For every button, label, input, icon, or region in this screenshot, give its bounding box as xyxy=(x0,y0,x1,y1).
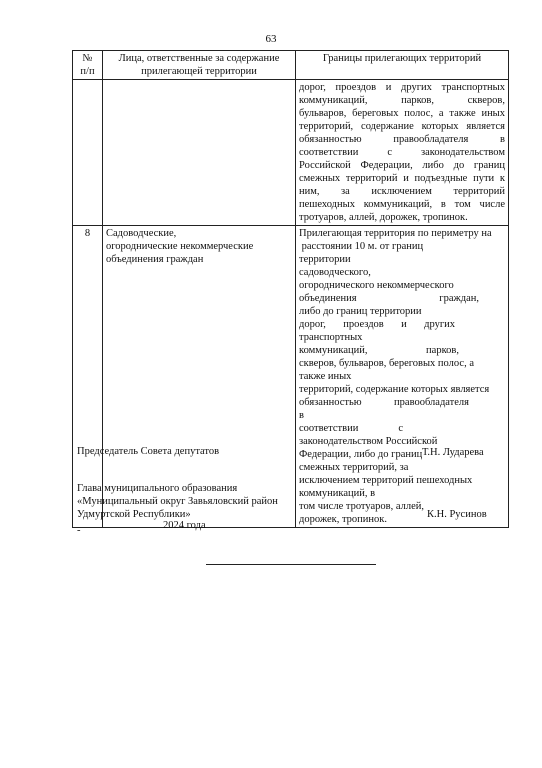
bounds-line: также иных xyxy=(299,371,352,382)
bounds-line: территорий, содержание которых является xyxy=(299,121,505,132)
head-title-line: Удмуртской Республики» xyxy=(77,509,191,520)
bounds-line: обязанностью правообладателя xyxy=(299,397,469,408)
divider-line xyxy=(206,564,376,565)
bounds-line: в xyxy=(299,410,304,421)
page-number: 63 xyxy=(265,33,277,45)
bounds-line: смежных территорий, за xyxy=(299,462,409,473)
bounds-line: Прилегающая территория по периметру на xyxy=(299,228,492,239)
bounds-line: коммуникаций, в xyxy=(299,488,376,499)
bounds-line: транспортных xyxy=(299,332,363,343)
header-num-line: № xyxy=(82,53,93,64)
header-persons xyxy=(103,51,296,80)
bounds-line: ним, за исключением территорий xyxy=(299,186,505,197)
table-row xyxy=(73,80,509,226)
bounds-line: соответствии с законодательством xyxy=(299,147,505,158)
bounds-line: Российской Федерации, либо до границ xyxy=(299,160,505,171)
date-dash: - xyxy=(77,525,81,536)
bounds-line: том числе тротуаров, аллей, xyxy=(299,501,425,512)
bounds-line: объединения граждан, xyxy=(299,293,479,304)
bounds-line: дорог, проездов и других xyxy=(299,319,455,330)
header-num-line: п/п xyxy=(80,66,95,77)
table-header-row xyxy=(73,51,509,80)
bounds-line: смежных территорий и подъездные пути к xyxy=(299,173,505,184)
header-persons-line: Лица, ответственные за содержание xyxy=(118,53,280,64)
row-bounds-cell xyxy=(296,80,509,226)
bounds-line: исключением территорий пешеходных xyxy=(299,475,473,486)
row-persons-cell xyxy=(103,80,296,226)
bounds-line: территории xyxy=(299,254,351,265)
head-name: К.Н. Русинов xyxy=(427,509,487,520)
row-num-cell xyxy=(73,80,103,226)
bounds-line: коммуникаций, парков, xyxy=(299,345,459,356)
bounds-line: скверов, бульваров, береговых полос, а xyxy=(299,358,474,369)
bounds-line: соответствии с xyxy=(299,423,403,434)
chair-name: Т.Н. Лударева xyxy=(422,447,484,458)
bounds-line: тротуаров, аллей, дорожек, тропинок. xyxy=(299,212,468,223)
chair-title: Председатель Совета депутатов xyxy=(77,446,220,457)
persons-line: объединения граждан xyxy=(106,254,204,265)
persons-line: огороднические некоммерческие xyxy=(106,241,254,252)
bounds-line: дорог, проездов и других транспортных xyxy=(299,82,505,93)
row-bounds-cell xyxy=(296,226,509,528)
bounds-line: законодательством Российской xyxy=(299,436,438,447)
header-bounds: Границы прилегающих территорий xyxy=(296,51,509,80)
bounds-line: либо до границ территории xyxy=(299,306,422,317)
header-num xyxy=(73,51,103,80)
head-title-line: Глава муниципального образования xyxy=(77,483,238,494)
bounds-line: садоводческого, xyxy=(299,267,371,278)
bounds-line: расстоянии 10 м. от границ xyxy=(299,241,424,252)
bounds-line: обязанностью правообладателя в xyxy=(299,134,505,145)
bounds-line: территорий, содержание которых является xyxy=(299,384,490,395)
bounds-line: Федерации, либо до границ xyxy=(299,449,423,460)
header-persons-line: прилегающей территории xyxy=(141,66,257,77)
bounds-line: коммуникаций, парков, скверов, xyxy=(299,95,505,106)
bounds-line: огороднического некоммерческого xyxy=(299,280,454,291)
bounds-line: пешеходных коммуникаций, в том числе xyxy=(299,199,505,210)
date-year: 2024 года xyxy=(163,520,206,531)
bounds-line: дорожек, тропинок. xyxy=(299,514,388,525)
head-title-line: «Муниципальный округ Завьяловский район xyxy=(77,496,278,507)
persons-line: Садоводческие, xyxy=(106,228,177,239)
bounds-line: бульваров, береговых полос, а также иных xyxy=(299,108,505,119)
row-num-cell: 8 xyxy=(73,226,103,528)
